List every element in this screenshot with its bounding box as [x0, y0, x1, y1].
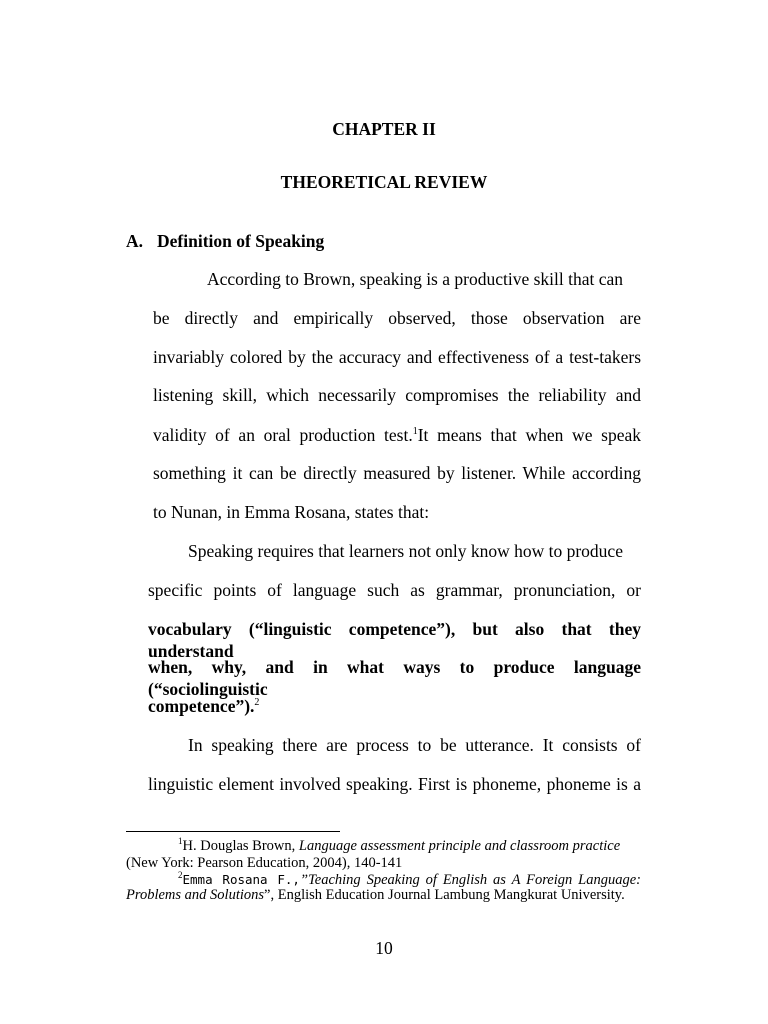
footnote-source: ”, English Education Journal Lambung Mangkurat University.	[264, 887, 625, 903]
paragraph-line: In speaking there are process to be utterance. It consists of	[188, 735, 641, 755]
section-heading-text: Definition of Speaking	[157, 231, 325, 251]
paragraph-line: linguistic element involved speaking. First is phoneme, phoneme is a	[148, 774, 641, 794]
chapter-heading: CHAPTER II	[332, 119, 436, 139]
footnote-2-line-2	[126, 887, 625, 904]
paragraph-line: According to Brown, speaking is a productive skill that can	[207, 269, 624, 289]
footnote-title: Problems and Solutions	[126, 887, 265, 903]
paragraph-line: invariably colored by the accuracy and effectiveness of a test-takers	[153, 347, 641, 367]
paragraph-text: validity of an oral production test.	[153, 425, 413, 445]
footnote-number: 1	[178, 836, 183, 846]
footnote-1	[178, 838, 620, 855]
paragraph-line: listening skill, which necessarily compromises the reliability and	[153, 385, 641, 405]
footnote-author: H. Douglas Brown,	[182, 838, 299, 854]
chapter-title: THEORETICAL REVIEW	[280, 172, 488, 192]
quote-line: specific points of language such as grammar, pronunciation, or	[148, 580, 641, 600]
section-marker: A.	[126, 231, 144, 251]
footnote-number: 2	[178, 870, 183, 880]
footnote-title: Language assessment principle and classroom practice	[298, 838, 621, 854]
footnote-separator	[126, 831, 340, 832]
footnote-ref-2: 2	[254, 697, 260, 708]
footnote-1-line-2: (New York: Pearson Education, 2004), 140-141	[126, 855, 403, 871]
quote-line: Speaking requires that learners not only know how to produce	[188, 541, 623, 561]
footnote-ref-1: 1	[412, 426, 418, 437]
quote-line	[148, 695, 259, 717]
footnote-title: ”Teaching Speaking of English as A Foreign Language:	[299, 872, 642, 888]
quote-line: vocabulary (“linguistic competence”), but also that they understand	[148, 619, 641, 661]
paragraph-line: to Nunan, in Emma Rosana, states that:	[153, 502, 430, 522]
paragraph-text: It means that when we speak	[417, 425, 641, 445]
page-number: 10	[375, 938, 393, 958]
quote-line: when, why, and in what ways to produce language (“sociolinguistic	[148, 657, 641, 699]
paragraph-line: something it can be directly measured by listener. While according	[153, 463, 641, 483]
paragraph-line	[153, 424, 641, 446]
footnote-author: Emma Rosana F.,	[182, 872, 300, 887]
quote-text: competence”).	[148, 696, 255, 716]
section-heading	[126, 230, 324, 252]
paragraph-line: be directly and empirically observed, those observation are	[153, 308, 641, 328]
